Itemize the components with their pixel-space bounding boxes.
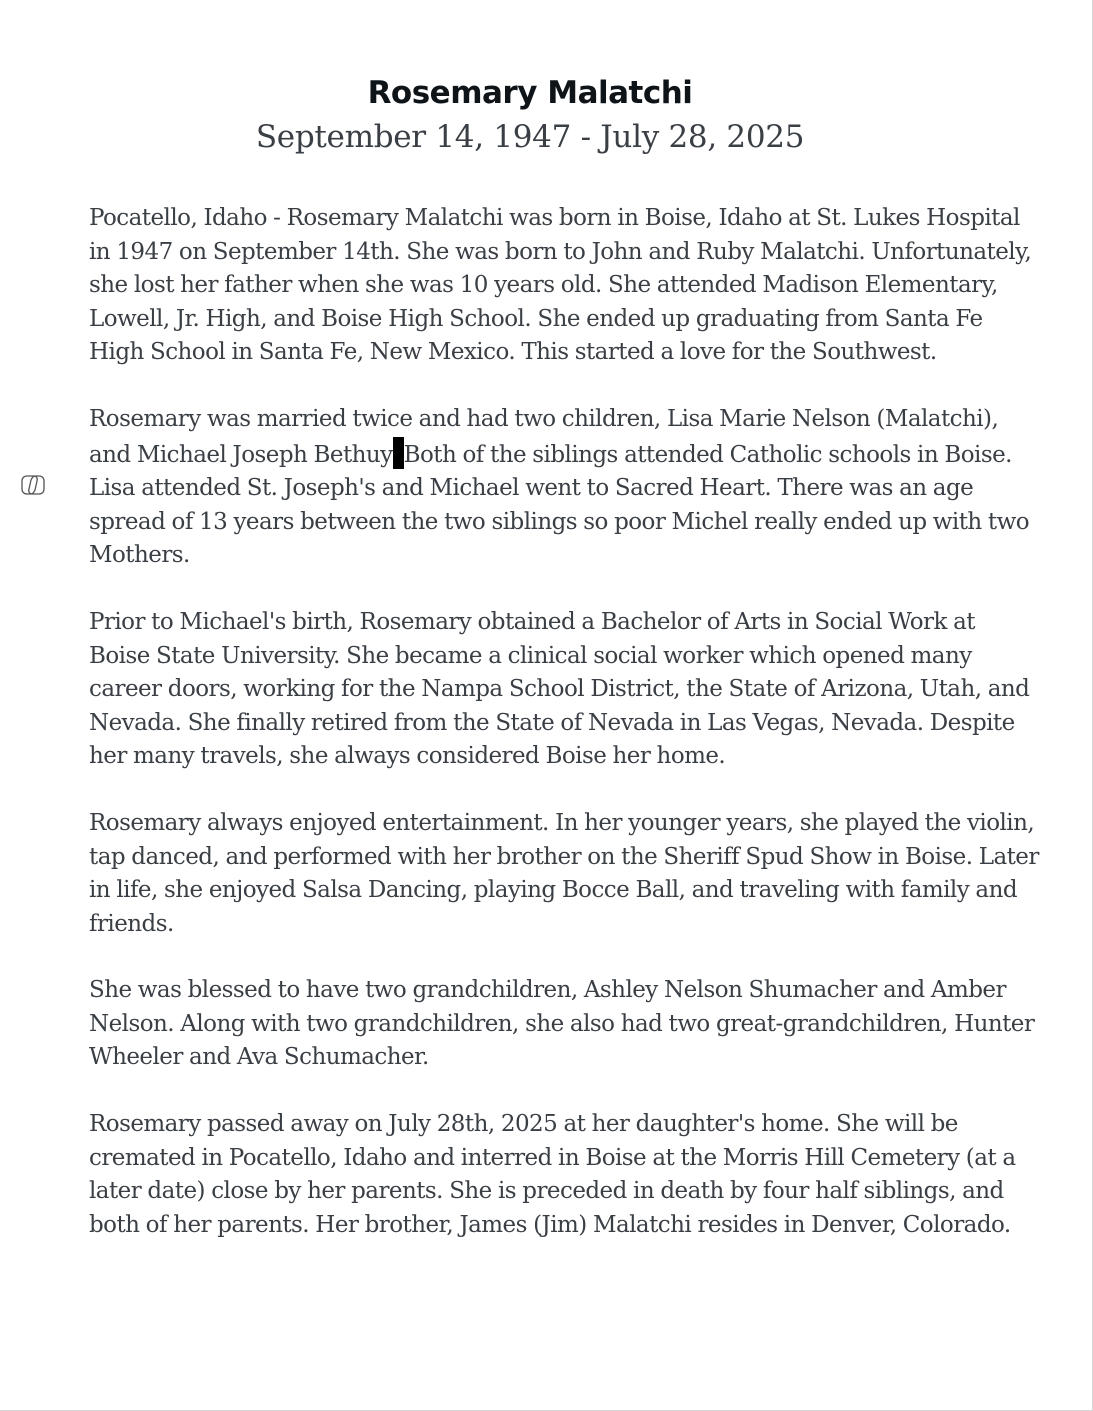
life-dates: September 14, 1947 - July 28, 2025 [255, 119, 805, 155]
paragraph-children-part1: Rosemary was married twice and had two children, Lisa Marie Nelson (Malatchi), and Michael Joseph Bethuy [89, 405, 999, 468]
obituary-header [0, 74, 1060, 156]
paragraph-grandchildren: She was blessed to have two grandchildren, Ashley Nelson Shumacher and Amber Nelson. Along with two grandchildren, she also had two great-grandchildren, Hunter Wheeler and Ava Schumacher. [89, 977, 1035, 1071]
copilot-icon[interactable] [20, 473, 46, 497]
paragraph-children [89, 403, 1039, 573]
paragraph-career: Prior to Michael's birth, Rosemary obtained a Bachelor of Arts in Social Work at Boise State University. She became a clinical social worker which opened many career doors, working for the Nampa School District, the State of Arizona, Utah, and Nevada. She finally retired from the State of Nevada in Las Vegas, Nevada. Despite her many travels, she always considered Boise her home. [89, 608, 1030, 770]
deceased-name: Rosemary Malatchi [367, 75, 693, 111]
paragraph-children-part2: Both of the siblings attended Catholic schools in Boise. Lisa attended St. Joseph's and Michael went to Sacred Heart. There was an age spread of 13 years between the two siblings so poor Michel really ended up with two Mothers. [89, 441, 1030, 569]
paragraph-birth: Pocatello, Idaho - Rosemary Malatchi was born in Boise, Idaho at St. Lukes Hospital in 1947 on September 14th. She was born to John and Ruby Malatchi. Unfortunately, she lost her father when she was 10 years old. She attended Madison Elementary, Lowell, Jr. High, and Boise High School. She ended up graduating from Santa Fe High School in Santa Fe, New Mexico. This started a love for the Southwest. [89, 205, 1032, 366]
paragraph-passing: Rosemary passed away on July 28th, 2025 at her daughter's home. She will be cremated in Pocatello, Idaho and interred in Boise at the Morris Hill Cemetery (at a later date) close by her parents. She is preceded in death by four half siblings, and both of her parents. Her brother, James (Jim) Malatchi resides in Denver, Colorado. [89, 1111, 1016, 1238]
obituary-body [89, 202, 1039, 1275]
text-cursor [393, 437, 404, 469]
paragraph-entertainment: Rosemary always enjoyed entertainment. In her younger years, she played the violin, tap danced, and performed with her brother on the Sheriff Spud Show in Boise. Later in life, she enjoyed Salsa Dancing, playing Bocce Ball, and traveling with family and friends. [89, 809, 1039, 937]
